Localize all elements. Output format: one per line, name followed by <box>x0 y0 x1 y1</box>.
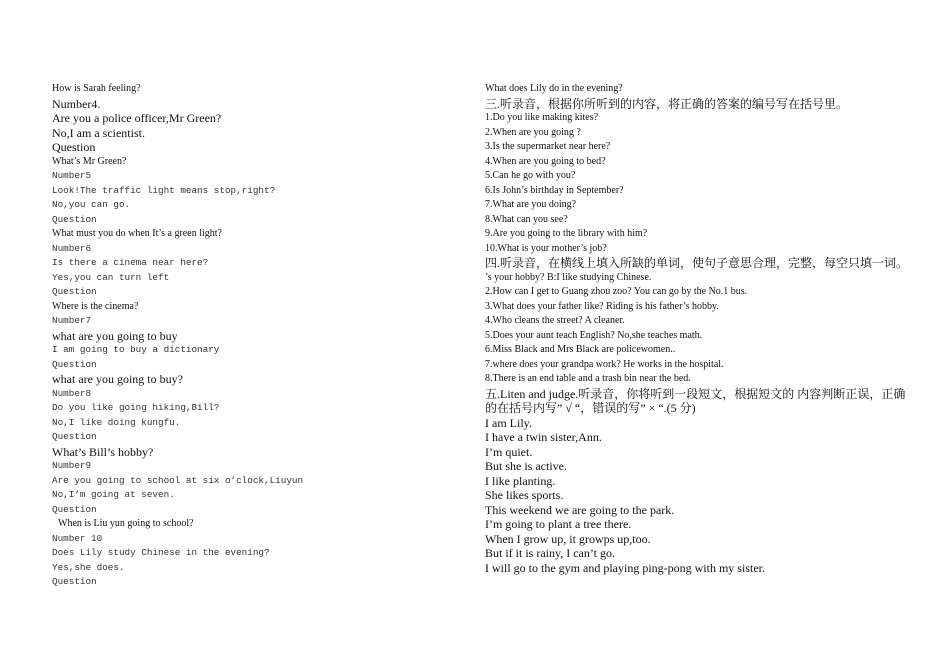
left-line: Number6 <box>52 242 92 254</box>
left-line: Where is the cinema? <box>52 300 139 312</box>
left-line: Question <box>52 286 97 297</box>
left-line: Question <box>52 140 96 154</box>
left-line: No,you can go. <box>52 199 131 210</box>
right-line: 三.听录音，根据你所听到的内容，将正确的答案的编号写在括号里。 <box>485 96 849 111</box>
right-column <box>485 82 915 575</box>
right-line: 8.There is an end table and a trash bin near the bed. <box>485 373 691 384</box>
right-line: But if it is rainy, I can’t go. <box>485 546 615 560</box>
left-line: What must you do when It’s a green light? <box>52 228 222 239</box>
left-line: Number5 <box>52 170 92 181</box>
right-line: I’m going to plant a tree there. <box>485 517 632 531</box>
right-line: 2.When are you going ? <box>485 126 581 138</box>
left-line: Look!The traffic light means stop,right? <box>52 184 276 196</box>
right-line: 2.How can I get to Guang zhou zoo? You can go by the No.1 bus. <box>485 286 748 297</box>
left-line: what are you going to buy? <box>52 372 183 386</box>
left-line: Does Lily study Chinese in the evening? <box>52 547 270 558</box>
right-line: 5.Can he go with you? <box>485 170 576 181</box>
left-line: I am going to buy a dictionary <box>52 344 220 355</box>
right-line: ’s your hobby? B:I like studying Chinese. <box>485 271 652 283</box>
right-line: 3.What does your father like? Riding is his father’s hobby. <box>485 300 719 312</box>
left-line: Question <box>52 503 97 515</box>
left-line: What’s Mr Green? <box>52 155 127 167</box>
left-line: Do you like going hiking,Bill? <box>52 402 220 413</box>
left-line: Question <box>52 431 97 442</box>
left-line: No,I like doing kungfu. <box>52 416 181 428</box>
left-line: Number7 <box>52 315 92 326</box>
left-line: What’s Bill’s hobby? <box>52 444 154 459</box>
right-line: I like planting. <box>485 473 556 488</box>
left-line: Number8 <box>52 387 92 399</box>
right-line: 五.Liten and judge.听录音，你将听到一段短文，根据短文的 内容判断正误，正确的在括号内写” √ “，错误的写” × “.(5 分) <box>485 386 906 415</box>
left-line: Question <box>52 576 97 587</box>
left-line: How is Sarah feeling? <box>52 83 141 94</box>
right-line: When I grow up, it growps up,too. <box>485 531 651 546</box>
left-line: No,I am a scientist. <box>52 125 145 140</box>
right-line: What does Lily do in the evening? <box>485 83 623 94</box>
left-line: Are you a police officer,Mr Green? <box>52 111 222 125</box>
right-line: 6.Is John’s birthday in September? <box>485 184 624 196</box>
right-line: She likes sports. <box>485 488 564 502</box>
right-line: 四.听录音，在横线上填入所缺的单词，使句子意思合理，完整，每空只填一词。 <box>485 256 909 270</box>
right-line: 9.Are you going to the library with him? <box>485 228 648 239</box>
left-line: Yes,you can turn left <box>52 271 170 283</box>
right-line: 10.What is your mother’s job? <box>485 242 607 254</box>
right-line: I am Lily. <box>485 415 532 430</box>
right-line: 8.What can you see? <box>485 213 568 225</box>
right-line: This weekend we are going to the park. <box>485 502 675 517</box>
left-line: When is Liu yun going to school? <box>58 518 194 529</box>
right-line: 7.What are you doing? <box>485 199 577 210</box>
left-line: Are you going to school at six o’clock,Liuyun <box>52 474 304 486</box>
left-line: Number4. <box>52 96 101 111</box>
right-line: But she is active. <box>485 459 567 473</box>
right-line: 4.Who cleans the street? A cleaner. <box>485 315 625 326</box>
right-line: I will go to the gym and playing ping-pong with my sister. <box>485 560 765 575</box>
right-line: 4.When are you going to bed? <box>485 155 606 167</box>
right-line: 1.Do you like making kites? <box>485 112 599 123</box>
right-line: 6.Miss Black and Mrs Black are policewomen.. <box>485 344 676 355</box>
left-line: what are you going to buy <box>52 328 178 343</box>
right-line: I’m quiet. <box>485 444 533 459</box>
right-line: 3.Is the supermarket near here? <box>485 141 611 152</box>
left-line: Number 10 <box>52 532 103 544</box>
right-line: 7.where does your grandpa work? He works in the hospital. <box>485 358 724 370</box>
right-line: I have a twin sister,Ann. <box>485 430 602 444</box>
left-line: Is there a cinema near here? <box>52 257 209 268</box>
left-column <box>52 82 452 590</box>
left-line: Number9 <box>52 460 92 471</box>
left-line: No,I’m going at seven. <box>52 489 175 500</box>
right-line: 5.Does your aunt teach English? No,she teaches math. <box>485 329 703 341</box>
left-line: Question <box>52 358 97 370</box>
left-line: Question <box>52 213 97 225</box>
left-line: Yes,she does. <box>52 561 125 573</box>
